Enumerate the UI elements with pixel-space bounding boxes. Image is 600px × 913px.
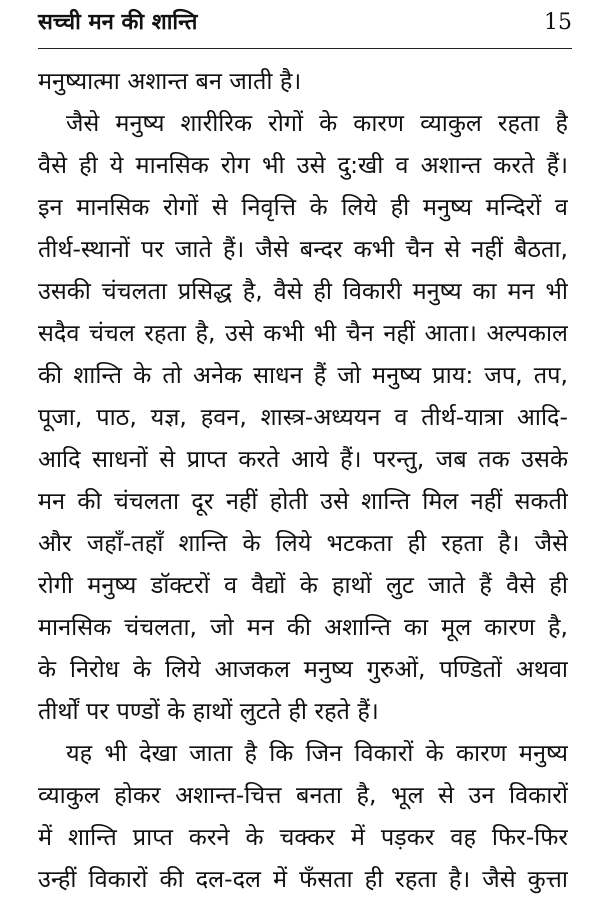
text-line: वैसे ही ये मानसिक रोग भी उसे दु:खी व अशान्त करते हैं। (38, 151, 568, 179)
text-line: तीर्थों पर पण्डों के हाथों लुटते ही रहते हैं। (38, 697, 379, 725)
text-line: व्याकुल होकर अशान्त-चित्त बनता है, भूल से उन विकारों (38, 781, 568, 809)
text-line: इन मानसिक रोगों से निवृत्ति के लिये ही मनुष्य मन्दिरों व (38, 193, 568, 221)
text-line: सदैव चंचल रहता है, उसे कभी भी चैन नहीं आता। अल्पकाल (38, 319, 568, 347)
paragraph (38, 102, 568, 732)
text-line: के निरोध के लिये आजकल मनुष्य गुरुओं, पण्डितों अथवा (38, 655, 568, 683)
text-line: पूजा, पाठ, यज्ञ, हवन, शास्त्र-अध्ययन व तीर्थ-यात्रा आदि- (38, 403, 568, 431)
body-text (38, 60, 568, 900)
running-title: सच्ची मन की शान्ति (38, 10, 198, 35)
paragraph (38, 732, 568, 900)
text-line: जैसे मनुष्य शारीरिक रोगों के कारण व्याकुल रहता है (66, 109, 568, 137)
text-line: तीर्थ-स्थानों पर जाते हैं। जैसे बन्दर कभी चैन से नहीं बैठता, (38, 235, 568, 263)
text-line: उसकी चंचलता प्रसिद्ध है, वैसे ही विकारी मनुष्य का मन भी (38, 277, 568, 305)
text-line: मन की चंचलता दूर नहीं होती उसे शान्ति मिल नहीं सकती (38, 487, 568, 515)
text-line: आदि साधनों से प्राप्त करते आये हैं। परन्तु, जब तक उसके (38, 445, 568, 473)
text-line: की शान्ति के तो अनेक साधन हैं जो मनुष्य प्राय: जप, तप, (38, 361, 568, 389)
text-line: में शान्ति प्राप्त करने के चक्कर में पड़कर वह फिर-फिर (38, 823, 568, 851)
page-number: 15 (544, 10, 572, 35)
running-header (38, 6, 572, 49)
text-line: मनुष्यात्मा अशान्त बन जाती है। (38, 67, 302, 95)
paragraph (38, 60, 568, 102)
text-line: उन्हीं विकारों की दल-दल में फँसता ही रहता है। जैसे कुत्ता (38, 865, 568, 893)
text-line: रोगी मनुष्य डॉक्टरों व वैद्यों के हाथों लुट जाते हैं वैसे ही (38, 571, 568, 599)
text-line: और जहाँ-तहाँ शान्ति के लिये भटकता ही रहता है। जैसे (38, 529, 568, 557)
text-line: यह भी देखा जाता है कि जिन विकारों के कारण मनुष्य (66, 739, 568, 767)
text-line: मानसिक चंचलता, जो मन की अशान्ति का मूल कारण है, (38, 613, 568, 641)
